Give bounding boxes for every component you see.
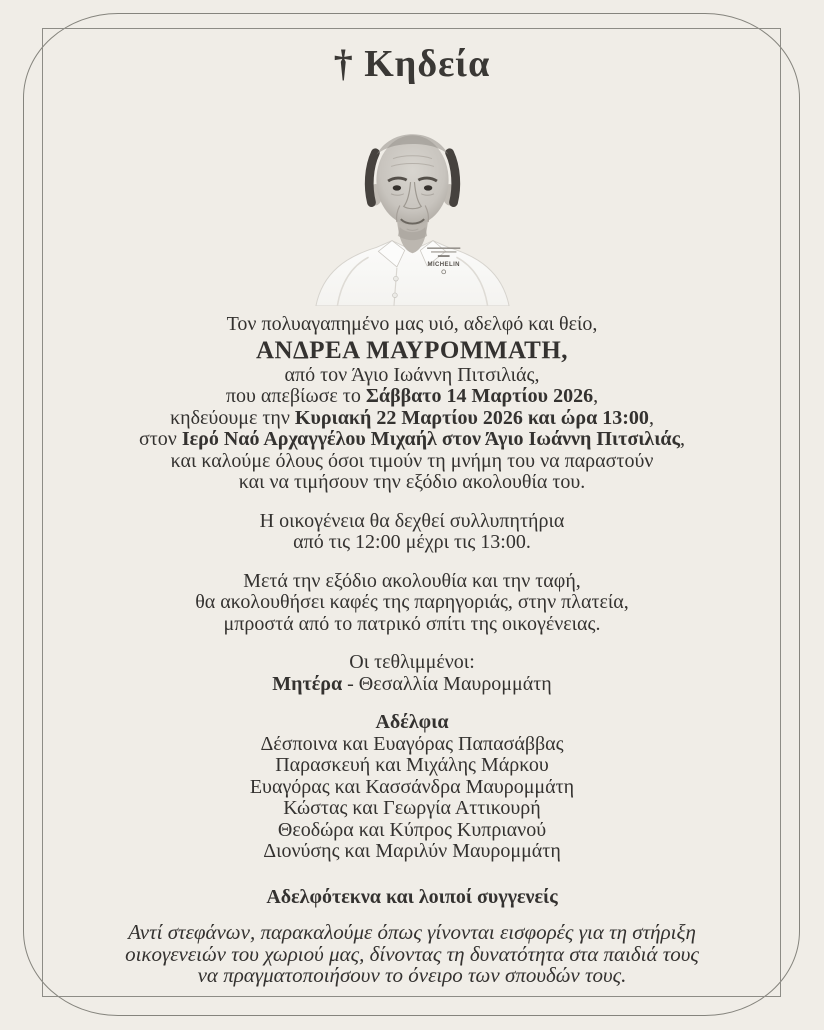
sibling-item: Κώστας και Γεωργία Αττικουρή: [283, 797, 541, 819]
relatives-line: Αδελφότεκνα και λοιποί συγγενείς: [266, 885, 558, 908]
after-service-line-1: Μετά την εξόδιο ακολουθία και την ταφή,: [243, 569, 581, 592]
after-service-line-2: θα ακολουθήσει καφές της παρηγοριάς, στην πλατεία,: [195, 591, 629, 613]
mother-name: - Θεσαλλία Μαυρομμάτη: [342, 672, 552, 695]
text-segment: στον: [138, 428, 182, 450]
siblings-heading: Αδέλφια: [375, 711, 449, 733]
text-segment: ,: [648, 406, 654, 429]
church-name: Ιερό Ναό Αρχαγγέλου Μιχαήλ στον Άγιο Ιωάννη Πιτσιλιάς: [181, 428, 681, 450]
donations-paragraph: [52, 922, 772, 987]
text-segment: κηδεύουμε την: [170, 406, 295, 429]
sibling-item: Διονύσης και Μαριλύν Μαυρομμάτη: [263, 840, 561, 862]
sibling-item: Θεοδώρα και Κύπρος Κυπριανού: [277, 818, 547, 841]
mother-line: [52, 674, 772, 696]
donations-line-1: Αντί στεφάνων, παρακαλούμε όπως γίνονται εισφορές για τη στήριξη: [128, 920, 696, 944]
donations-line-3: να πραγματοποιήσουν το όνειρο των σπουδών τους.: [197, 963, 627, 987]
sibling-item: Ευαγόρας και Κασσάνδρα Μαυρομμάτη: [249, 775, 575, 798]
mourners-heading: Οι τεθλιμμένοι:: [349, 651, 475, 673]
announcement-line-1: Τον πολυαγαπημένο μας υιό, αδελφό και θείο,: [226, 313, 598, 335]
condolence-line-1: Η οικογένεια θα δεχθεί συλλυπητήρια: [259, 509, 565, 532]
page-title: † Κηδεία: [333, 43, 491, 85]
text-segment: ,: [680, 428, 686, 450]
portrait-illustration: [310, 104, 515, 306]
after-service-line-3: μπροστά από το πατρικό σπίτι της οικογένειας.: [223, 612, 601, 635]
donations-line-2: οικογενειών του χωριού μας, δίνοντας τη δυνατότητα στα παιδιά τους: [125, 941, 699, 966]
announcement-line-6: και καλούμε όλους όσοι τιμούν τη μνήμη του να παραστούν: [170, 449, 654, 472]
funeral-datetime: Κυριακή 22 Μαρτίου 2026 και ώρα 13:00: [294, 406, 649, 429]
sibling-item: Παρασκευή και Μιχάλης Μάρκου: [275, 754, 549, 776]
church-line: [52, 429, 772, 451]
death-date-line: [52, 386, 772, 408]
sibling-item: Δέσποινα και Ευαγόρας Παπασάββας: [260, 732, 564, 755]
text-segment: που απεβίωσε το: [225, 385, 366, 407]
announcement-line-7: και να τιμήσουν την εξόδιο ακολουθία του.: [238, 471, 586, 493]
siblings-paragraph: [52, 712, 772, 863]
jacket-logo-text: MICHELIN: [427, 261, 460, 268]
condolence-hours-paragraph: [52, 511, 772, 554]
deceased-name: ΑΝΔΡΕΑ ΜΑΥΡΟΜΜΑΤΗ,: [255, 336, 569, 364]
mourners-paragraph: [52, 652, 772, 695]
funeral-date-line: [52, 408, 772, 430]
announcement-paragraph: [52, 314, 772, 494]
announcement-line-2: από τον Άγιο Ιωάννη Πιτσιλιάς,: [284, 363, 540, 386]
death-date: Σάββατο 14 Μαρτίου 2026: [365, 385, 594, 407]
condolence-line-2: από τις 12:00 μέχρι τις 13:00.: [293, 531, 531, 553]
deceased-photo: [0, 104, 824, 306]
after-service-paragraph: [52, 571, 772, 636]
text-segment: ,: [593, 385, 599, 407]
mother-label: Μητέρα: [272, 672, 343, 695]
